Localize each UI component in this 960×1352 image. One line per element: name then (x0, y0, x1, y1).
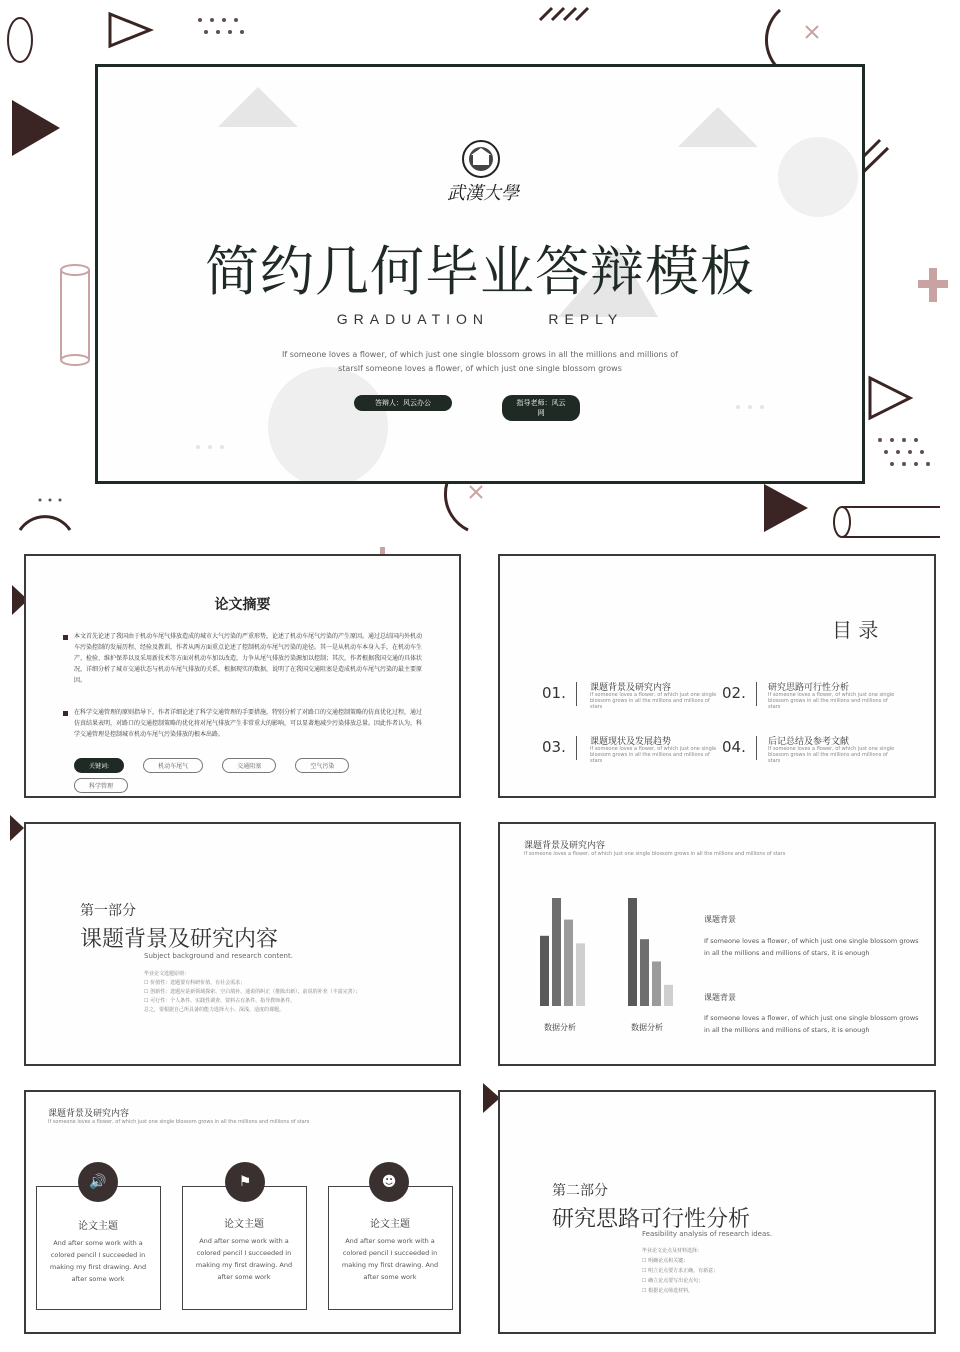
topic-card-title: 论文主题 (370, 1219, 410, 1230)
topics-header: 课题背景及研究内容 (48, 1109, 130, 1119)
defender-badge: 答辩人：风云办公 (354, 395, 452, 411)
topic-card[interactable] (182, 1186, 307, 1310)
abstract-paragraph-2: 在科学交通管理的原则指导下，作者详细论述了科学交通管理的手要措施，特别分析了对路口的交通控制策略的仿真优化过程，通过仿真结果表明，对路口的交通控制策略的优化将对尾气排放产生非常重大的影响，可以显著地减少污染排放总量。因此作者认为，科学交通管理是控制城市机动车尾气污染排放的根本出路。 (74, 709, 423, 738)
info-block-1-title: 课题背景 (704, 915, 736, 924)
toc-item-desc: If someone loves a flower, of which just one single blossom grows in all the millions and millions of stars (590, 692, 717, 710)
toc-divider (576, 682, 577, 706)
bullet-marker-2 (63, 711, 68, 716)
toc-item-number: 02. (722, 684, 746, 702)
cover-tagline-line2: starsIf someone loves a flower, of which just one single blossom grows (338, 364, 622, 373)
bullet-marker-1 (63, 635, 68, 640)
bar (652, 961, 661, 1006)
part2-note: ☐ 明立论点要方求正确，有新意； (642, 1268, 719, 1274)
bar-chart-2 (618, 894, 708, 1009)
topic-card-title: 论文主题 (224, 1219, 264, 1230)
part1-note: 毕业论文选题原则： (144, 971, 190, 977)
toc-item-number: 03. (542, 738, 566, 756)
user-icon: ☻ (369, 1162, 409, 1202)
abstract-paragraph-1: 本文首先论述了我国由于机动车尾气排放造成的城市大气污染的严重形势，论述了机动车尾气污染的产生原因。通过总结国内外机动车污染控制的发展历程、经验及教训，作者从两方面重点论述了控制机动车尾气污染的途径。其一是从机动车本身入手，在机动车生产、检验、维护保养以及采用新技术等方面对机动车加以改造，力争从尾气排放污染源加以控制；其次，作者根据我国交通的具体状况，详细分析了城市交通状态与机动车尾气排放的关系，根据现实的数据，说明了在我国交通阻塞是造成机动车尾气污染的最主要原因。 (74, 633, 423, 684)
topic-card-text: And after some work with a colored pencil I succeeded in making my first drawing. And after some work (341, 1237, 439, 1281)
topic-card-text: And after some work with a colored pencil I succeeded in making my first drawing. And after some work (195, 1237, 293, 1281)
abstract-slide (24, 554, 461, 798)
toc-item-01[interactable] (542, 680, 722, 710)
bar (576, 943, 585, 1006)
university-name: 武漢大學 (447, 183, 519, 204)
cover-slide (95, 64, 865, 484)
bar (540, 936, 549, 1006)
toc-item-02[interactable] (722, 680, 912, 710)
part2-note: ☐ 明确论点和关键； (642, 1258, 689, 1264)
toc-item-03[interactable] (542, 734, 722, 764)
toc-item-title: 课题现状及发展趋势 (590, 737, 672, 747)
topic-card-title: 论文主题 (78, 1221, 118, 1232)
toc-item-title: 后记总结及参考文献 (768, 737, 850, 747)
bar (564, 920, 573, 1006)
chart-label-1: 数据分析 (544, 1023, 576, 1032)
keyword-tag: 空气污染 (295, 758, 349, 773)
cover-tagline-line1: If someone loves a flower, of which just one single blossom grows in all the millions and millions of (281, 350, 679, 359)
toc-item-title: 课题背景及研究内容 (590, 683, 672, 693)
abstract-title: 论文摘要 (214, 597, 271, 613)
part2-title: 研究思路可行性分析 (552, 1207, 751, 1232)
part1-slide (24, 822, 461, 1066)
topics-header-sub: If someone loves a flower, of which just one single blossom grows in all the millions and millions of stars (48, 1119, 310, 1125)
info-block-2-text: If someone loves a flower, of which just one single blossom grows in all the millions and millions of stars, it is enough (704, 1014, 919, 1034)
part1-title: 课题背景及研究内容 (80, 927, 279, 952)
chart-label-2: 数据分析 (631, 1023, 663, 1032)
toc-divider (756, 736, 757, 760)
toc-item-desc: If someone loves a flower, of which just one single blossom grows in all the millions and millions of stars (768, 746, 895, 764)
toc-item-title: 研究思路可行性分析 (768, 683, 850, 693)
info-block-2-title: 课题背景 (704, 993, 736, 1002)
cover-subtitle: GRADUATION REPLY (336, 311, 624, 327)
chart-slide (498, 822, 936, 1066)
part1-note: ☐ 创新性：选题应是新领域探索、空白填补、通说的纠正（推陈出新）、前说的补充（丰富完善）； (144, 989, 361, 995)
info-block-1-text: If someone loves a flower, of which just one single blossom grows in all the millions and millions of stars, it is enough (704, 937, 919, 957)
advisor-badge: 指导老师：风云网 (502, 395, 580, 421)
topics-slide (24, 1090, 461, 1334)
part2-label: 第二部分 (552, 1183, 608, 1199)
toc-item-number: 01. (542, 684, 566, 702)
bar-chart-1 (530, 894, 620, 1009)
topic-card[interactable] (328, 1186, 453, 1310)
part1-en: Subject background and research content. (144, 952, 293, 960)
part2-note: ☐ 确立论点要写出论点句； (642, 1278, 704, 1284)
part1-note: 总之，要根据自己所具备的能力选择大小、深浅、适度的课题。 (144, 1007, 285, 1013)
topic-card[interactable] (36, 1186, 161, 1310)
part2-en: Feasibility analysis of research ideas. (642, 1230, 773, 1238)
keyword-tag: 机动车尾气 (143, 758, 203, 773)
keyword-tag: 交通阻塞 (222, 758, 276, 773)
part1-label: 第一部分 (80, 903, 136, 919)
topic-card-text: And after some work with a colored pencil I succeeded in making my first drawing. And after some work (49, 1239, 147, 1283)
bar (552, 898, 561, 1006)
toc-divider (756, 682, 757, 706)
toc-title: 目 录 (832, 618, 879, 642)
chart-slide-header-sub: If someone loves a flower, of which just one single blossom grows in all the millions and millions of stars (524, 851, 786, 857)
bar (640, 939, 649, 1006)
toc-item-number: 04. (722, 738, 746, 756)
part2-slide (498, 1090, 936, 1334)
bar (628, 898, 637, 1006)
keyword-tag: 科学管理 (74, 778, 128, 793)
part2-note: 毕业论文论点及材料选择： (642, 1248, 703, 1254)
toc-item-04[interactable] (722, 734, 912, 764)
part2-note: ☐ 根据论点筛选材料。 (642, 1288, 694, 1294)
toc-item-desc: If someone loves a flower, of which just one single blossom grows in all the millions and millions of stars (590, 746, 717, 764)
cover-title: 简约几何毕业答辩模板 (205, 240, 755, 303)
part1-note: ☐ 可行性：个人条件、实践性调查、资料占有条件、指导教师条件。 (144, 998, 296, 1004)
bar (664, 985, 673, 1006)
keywords-label: 关键词: (74, 758, 124, 773)
university-logo (461, 139, 501, 179)
keywords-row (74, 753, 434, 793)
toc-item-desc: If someone loves a flower, of which just one single blossom grows in all the millions and millions of stars (768, 692, 895, 710)
part1-note: ☐ 价值性：选题要有科研价值，有社会需求； (144, 980, 246, 986)
speaker-icon: 🔊 (78, 1162, 118, 1202)
toc-divider (576, 736, 577, 760)
toc-slide (498, 554, 936, 798)
chart-slide-header: 课题背景及研究内容 (524, 841, 606, 851)
flag-icon: ⚑ (225, 1162, 265, 1202)
